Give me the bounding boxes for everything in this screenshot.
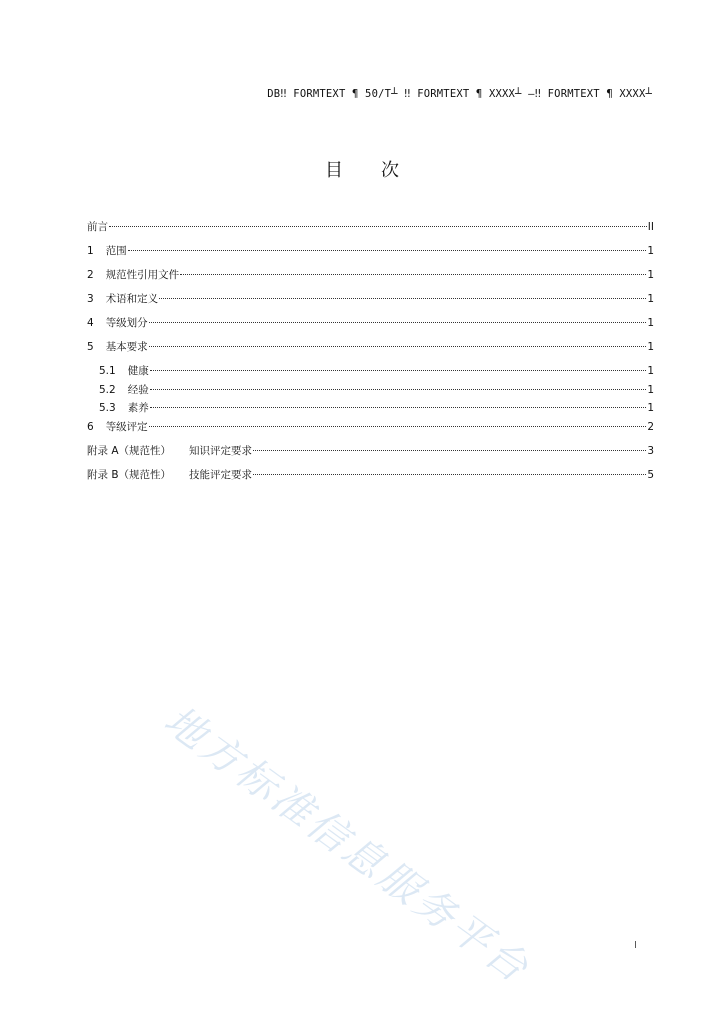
toc-entry-number: 3 (87, 293, 94, 305)
toc-entry-experience[interactable] (87, 383, 654, 402)
toc-entry-number: 2 (87, 269, 94, 281)
toc-entry-page: II (647, 221, 654, 233)
toc-entry-normative-references[interactable] (87, 268, 654, 292)
toc-entry-number: 5 (87, 341, 94, 353)
toc-entry-label: 等级划分 (105, 317, 148, 329)
toc-entry-page: 5 (647, 468, 654, 481)
toc-dot-leader (253, 474, 646, 475)
toc-dot-leader (159, 298, 646, 299)
toc-entry-label: 等级评定 (105, 420, 148, 433)
toc-entry-page: 1 (647, 341, 654, 353)
toc-entry-page: 1 (647, 245, 654, 257)
toc-dot-leader (150, 407, 647, 408)
toc-annex-label: 附录 B（规范性） (87, 468, 172, 481)
toc-entry-page: 1 (647, 269, 654, 281)
table-of-contents (87, 220, 654, 492)
toc-entry-number: 5.1 (99, 365, 116, 377)
toc-entry-health[interactable] (87, 364, 654, 383)
page-number: I (634, 940, 637, 951)
toc-entry-annex-b[interactable] (87, 468, 654, 492)
toc-entry-basic-requirements[interactable] (87, 340, 654, 364)
toc-entry-label: 前言 (87, 221, 108, 233)
toc-entry-label: 健康 (127, 365, 149, 377)
toc-entry-number: 5.2 (99, 383, 116, 396)
toc-dot-leader (109, 226, 647, 227)
toc-dot-leader (253, 450, 646, 451)
toc-entry-page: 1 (647, 402, 654, 414)
toc-entry-label: 基本要求 (105, 341, 148, 353)
toc-entry-foreword[interactable] (87, 220, 654, 244)
toc-dot-leader (128, 250, 647, 251)
toc-entry-number: 5.3 (99, 402, 116, 414)
toc-annex-label: 附录 A（规范性） (87, 444, 172, 457)
toc-dot-leader (150, 389, 647, 390)
toc-entry-page: 3 (647, 444, 654, 457)
toc-entry-label: 规范性引用文件 (105, 269, 180, 281)
toc-entry-page: 1 (647, 383, 654, 396)
toc-entry-number: 1 (87, 245, 94, 257)
toc-entry-label: 术语和定义 (105, 293, 159, 305)
toc-entry-grade-classification[interactable] (87, 316, 654, 340)
toc-dot-leader (180, 274, 646, 275)
toc-entry-number: 4 (87, 317, 94, 329)
toc-entry-competence[interactable] (87, 401, 654, 420)
toc-entry-page: 2 (647, 420, 654, 433)
toc-entry-grade-assessment[interactable] (87, 420, 654, 444)
platform-watermark: 地方标准信息服务平台 (155, 697, 539, 994)
toc-title: 目次 (325, 160, 437, 181)
standard-code-header: DB‼ FORMTEXT ¶ 50/T┴ ‼ FORMTEXT ¶ XXXX┴ —‼ FORMTEXT ¶ XXXX┴ (267, 88, 652, 100)
toc-dot-leader (149, 426, 647, 427)
toc-annex-title: 知识评定要求 (189, 444, 253, 457)
toc-entry-terms-definitions[interactable] (87, 292, 654, 316)
toc-entry-page: 1 (647, 293, 654, 305)
toc-dot-leader (150, 370, 647, 371)
toc-entry-label: 范围 (105, 245, 127, 257)
toc-annex-title: 技能评定要求 (189, 468, 253, 481)
toc-entry-scope[interactable] (87, 244, 654, 268)
toc-dot-leader (149, 346, 647, 347)
toc-entry-page: 1 (647, 317, 654, 329)
toc-entry-page: 1 (647, 365, 654, 377)
toc-entry-annex-a[interactable] (87, 444, 654, 468)
toc-entry-label: 经验 (127, 383, 149, 396)
toc-entry-label: 素养 (127, 402, 149, 414)
toc-entry-number: 6 (87, 420, 94, 433)
toc-dot-leader (149, 322, 647, 323)
